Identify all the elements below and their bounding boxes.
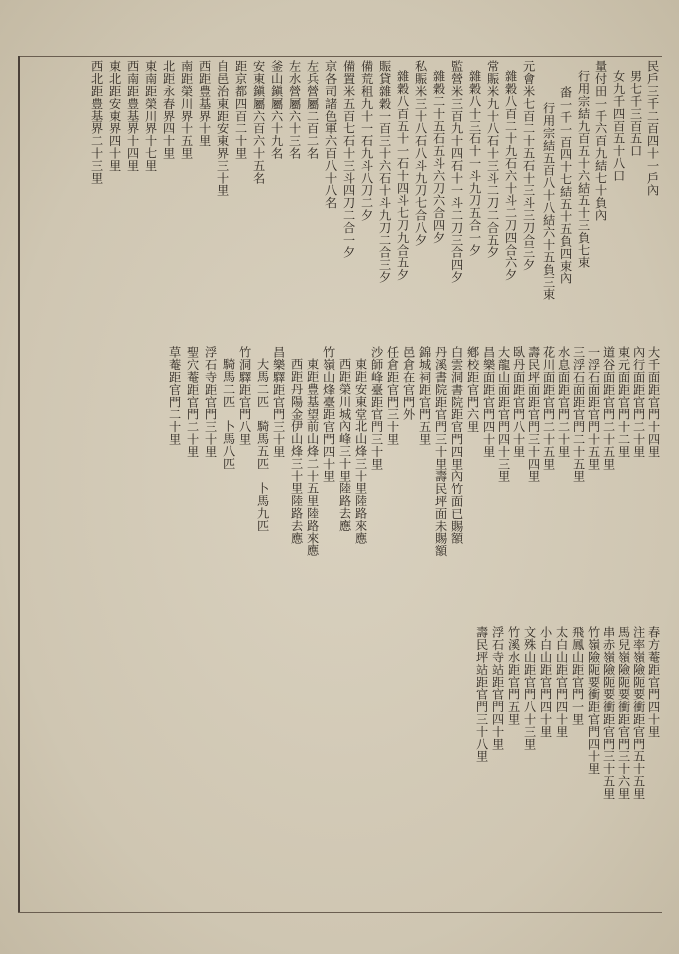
text-column-upper: 左水營屬六十三名 xyxy=(287,60,302,160)
text-column-upper: 雜穀二十五石五斗六刀六合四夕 xyxy=(431,70,446,244)
text-column-upper: 自邑治東距安東界三十里 xyxy=(215,60,230,197)
text-column-upper: 量付田一千六百九結七十負內 xyxy=(593,60,608,222)
text-column-lower: 邑倉在官門外 xyxy=(401,346,416,421)
text-column-lower: 騎馬二匹 卜馬八匹 xyxy=(221,358,236,470)
text-column-bottom: 壽民坪站距官門三十八里 xyxy=(474,626,489,763)
text-column-bottom: 小白山距官門四十里 xyxy=(538,626,553,738)
text-column-upper: 距京都四百二十里 xyxy=(233,60,248,160)
text-column-upper: 民戶三千二百四十一戶內 xyxy=(645,60,660,197)
text-column-lower: 大龍山面距官門四十三里 xyxy=(496,346,511,483)
text-column-upper: 雜穀八十三石十一斗九刀五合一夕 xyxy=(467,70,482,256)
text-column-upper: 南距榮川界十五里 xyxy=(179,60,194,160)
text-column-upper: 元會米七百二十五石十三斗三刀合三夕 xyxy=(521,60,536,271)
text-column-lower: 草菴距官門二十里 xyxy=(167,346,182,446)
text-column-upper: 男七千三百五口 xyxy=(628,70,643,157)
text-column-lower: 錦城祠距官門五里 xyxy=(417,346,432,446)
text-column-upper: 東北距安東界四十里 xyxy=(107,60,122,172)
text-column-bottom: 串赤嶺險阨要衝距官門三十五里 xyxy=(601,626,616,800)
text-column-upper: 行用宗結五百八十八結六十五負三束 xyxy=(541,102,556,301)
text-column-lower: 竹洞驛距官門八里 xyxy=(237,346,252,446)
text-column-lower: 聖穴菴距官門二十里 xyxy=(185,346,200,458)
text-column-lower: 壽民坪面距官門三十四里 xyxy=(526,346,541,483)
text-column-lower: 沙師峰臺距官門三十里 xyxy=(369,346,384,470)
text-column-upper: 安東鎭屬六百六十五名 xyxy=(251,60,266,184)
text-column-lower: 鄕校距官門六里 xyxy=(465,346,480,433)
text-column-upper: 西距豊基界十里 xyxy=(197,60,212,147)
text-column-lower: 三浮石面距官門二十五里 xyxy=(571,346,586,483)
text-column-lower: 東距安東堂北山烽三十里陸路來應 xyxy=(353,358,368,544)
text-column-upper: 雜穀八百五十一石十四斗七刀九合五夕 xyxy=(395,70,410,281)
text-column-bottom: 馬兒嶺險阨要衝距官門三十六里 xyxy=(616,626,631,800)
text-column-upper: 左兵營屬二百二名 xyxy=(305,60,320,160)
text-column-upper: 北距永春界四十里 xyxy=(161,60,176,160)
text-column-upper: 釜山鎭屬六十九名 xyxy=(269,60,284,160)
text-column-lower: 白雲洞書院距官門四里內竹面已賜額 xyxy=(449,346,464,545)
text-column-upper: 備荒租九十一石九斗八刀二夕 xyxy=(359,60,374,222)
text-column-upper: 備置米五百七石十三斗四刀二合一夕 xyxy=(341,60,356,259)
page-border-left xyxy=(18,56,20,912)
text-column-upper: 雜穀八百二十九石六十斗二刀四合六夕 xyxy=(503,70,518,281)
text-column-lower: 道谷面距官門二十五里 xyxy=(601,346,616,470)
text-column-lower: 西距榮川城內峰三十里陸路去應 xyxy=(337,358,352,532)
text-column-bottom: 太白山距官門四十里 xyxy=(554,626,569,738)
text-column-upper: 女九千四百五十八口 xyxy=(611,70,626,182)
text-column-bottom: 文殊山距官門八十三里 xyxy=(522,626,537,750)
text-column-upper: 行用宗結九百五十六結五十三負七束 xyxy=(576,70,591,269)
text-column-lower: 東距豊基望前山烽二十五里陸路來應 xyxy=(305,358,320,557)
text-column-upper: 賑貸雜穀一百三十六石十斗九刀二合三夕 xyxy=(377,60,392,284)
text-column-bottom: 竹嶺險阨要衝距官門四十里 xyxy=(586,626,601,775)
text-column-lower: 任倉距官門三十里 xyxy=(385,346,400,446)
text-column-bottom: 浮石寺站距官門四十里 xyxy=(490,626,505,750)
text-column-lower: 浮石寺距官門三十里 xyxy=(203,346,218,458)
text-column-bottom: 飛鳳山距官門一里 xyxy=(570,626,585,726)
text-column-upper: 西南距豊基界十四里 xyxy=(125,60,140,172)
text-column-upper: 京各司諸色軍六百八十八名 xyxy=(323,60,338,209)
text-column-upper: 常賑米九十八石十三斗二刀二合五夕 xyxy=(485,60,500,259)
text-column-upper: 畓一千一百四十七結五十五負四束內 xyxy=(558,86,573,285)
text-column-lower: 竹嶺山烽臺距官門四十里 xyxy=(321,346,336,483)
text-column-lower: 東元面距官門十二里 xyxy=(616,346,631,458)
page-border-top xyxy=(18,56,662,57)
text-column-upper: 東南距榮川界十七里 xyxy=(143,60,158,172)
text-column-lower: 花川面距官門二十五里 xyxy=(541,346,556,470)
text-column-lower: 西距丹陽金伊山烽三十里陸路去應 xyxy=(289,358,304,544)
text-column-lower: 大馬二匹 騎馬五匹 卜馬九匹 xyxy=(255,358,270,532)
text-column-lower: 內行面距官門二十里 xyxy=(631,346,646,458)
text-column-lower: 大千面距官門十四里 xyxy=(646,346,661,458)
text-column-upper: 私賑米三十八石八斗九刀七合八夕 xyxy=(413,60,428,246)
text-column-upper: 監營米三百九十四石十一斗二刀三合四夕 xyxy=(449,60,464,284)
text-column-lower: 水息面距官門二十里 xyxy=(556,346,571,458)
text-column-lower: 昌樂面距官門四十里 xyxy=(481,346,496,458)
text-column-lower: 丹溪書院距官門三十里壽民坪面未賜額 xyxy=(433,346,448,557)
text-column-lower: 昌樂驛距官門三十里 xyxy=(271,346,286,458)
text-column-upper: 西北距豊基界二十三里 xyxy=(89,60,104,184)
text-column-lower: 臥丹面距官門八十里 xyxy=(511,346,526,458)
text-column-bottom: 注率嶺險阨要衝距官門五十五里 xyxy=(631,626,646,800)
page-border-bottom xyxy=(18,912,662,913)
text-column-bottom: 竹溪水距官門五里 xyxy=(506,626,521,726)
text-column-bottom: 春方菴距官門四十里 xyxy=(646,626,661,738)
text-column-lower: 一浮石面距官門十五里 xyxy=(586,346,601,470)
